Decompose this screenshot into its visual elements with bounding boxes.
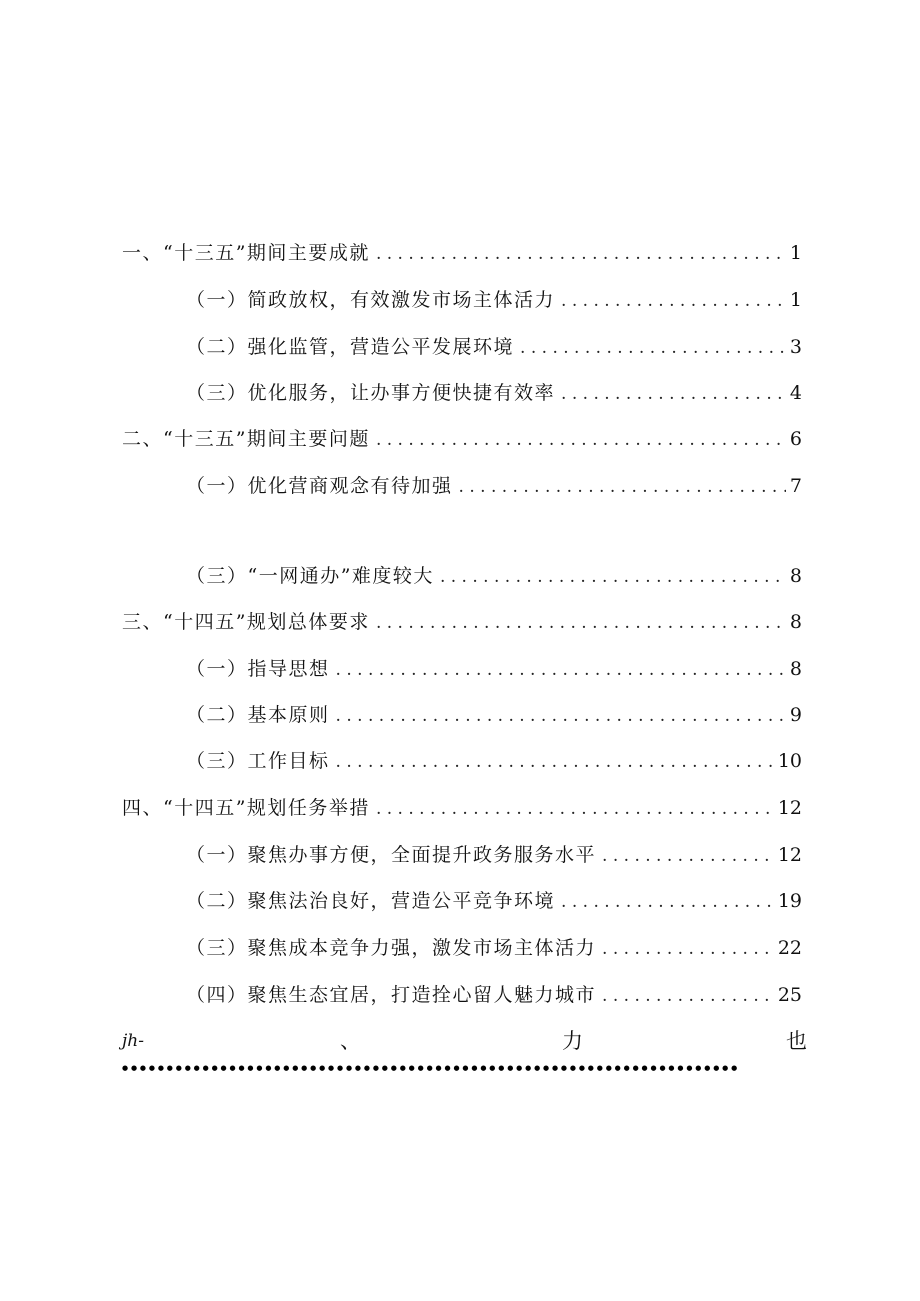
toc-entry-page: 10 [777,750,802,772]
toc-entry-title: （三）“一网通办”难度较大 [186,565,434,587]
toc-leader-dots [336,747,774,777]
toc-entry-page: 25 [777,984,802,1006]
toc-leader-dots [602,981,774,1011]
toc-entry-title: （二）基本原则 [186,704,330,726]
toc-entry-title: 三、“十四五”规划总体要求 [122,611,370,633]
toc-leader-dots [376,608,786,638]
garbled-toc-line [122,1024,806,1058]
toc-entry-page: 4 [789,382,802,404]
toc-entry-title: （一）优化营商观念有待加强 [186,475,453,497]
toc-leader-dots [561,887,774,917]
toc-leader-dots [336,655,786,685]
dotted-leader-rule [122,1058,806,1074]
toc-entry-section[interactable] [186,700,802,730]
toc-entry-page: 12 [777,844,802,866]
garbled-fragment: 力 [562,1029,583,1053]
toc-entry-section[interactable] [186,980,802,1010]
toc-leader-dots [602,934,774,964]
toc-entry-page: 22 [777,937,802,959]
toc-entry-page: 8 [789,611,802,633]
toc-entry-chapter-1[interactable] [122,238,802,268]
toc-entry-title: （三）优化服务，让办事方便快捷有效率 [186,382,556,404]
toc-leader-dots [561,286,786,316]
toc-entry-section[interactable] [186,332,802,362]
toc-entry-title: （二）强化监管，营造公平发展环境 [186,336,515,358]
toc-leader-dots [459,472,786,502]
toc-entry-title: 四、“十四五”规划任务举措 [122,797,370,819]
toc-entry-title: （一）指导思想 [186,658,330,680]
toc-entry-title: 二、“十三五”期间主要问题 [122,428,370,450]
toc-entry-section[interactable] [186,933,802,963]
toc-entry-section[interactable] [186,285,802,315]
toc-entry-title: 一、“十三五”期间主要成就 [122,242,370,264]
garbled-fragment: jh- [122,1031,144,1051]
toc-leader-dots [440,562,786,592]
toc-entry-section[interactable] [186,378,802,408]
toc-entry-page: 1 [789,242,802,264]
toc-leader-dots [561,379,786,409]
toc-entry-page: 3 [789,336,802,358]
toc-entry-page: 19 [777,890,802,912]
toc-entry-page: 8 [789,658,802,680]
garbled-fragment: 也 [786,1029,807,1053]
toc-entry-page: 12 [777,797,802,819]
toc-entry-chapter-2[interactable] [122,424,802,454]
toc-entry-title: （三）聚焦成本竞争力强，激发市场主体活力 [186,937,597,959]
toc-entry-page: 1 [789,289,802,311]
toc-entry-title: （一）聚焦办事方便，全面提升政务服务水平 [186,844,597,866]
toc-entry-title: （一）简政放权，有效激发市场主体活力 [186,289,556,311]
toc-entry-chapter-4[interactable] [122,793,802,823]
toc-entry-section[interactable] [186,561,802,591]
toc-entry-section[interactable] [186,654,802,684]
toc-entry-chapter-3[interactable] [122,607,802,637]
garbled-fragment: 、 [340,1029,361,1053]
toc-leader-dots [520,333,786,363]
toc-entry-page: 7 [789,475,802,497]
toc-entry-section[interactable] [186,886,802,916]
toc-entry-page: 8 [789,565,802,587]
toc-entry-page: 6 [789,428,802,450]
toc-entry-section[interactable] [186,746,802,776]
toc-entry-section[interactable] [186,840,802,870]
toc-entry-title: （三）工作目标 [186,750,330,772]
toc-entry-title: （四）聚焦生态宜居，打造拴心留人魅力城市 [186,984,597,1006]
toc-leader-dots [602,841,774,871]
toc-leader-dots [376,425,786,455]
toc-leader-dots [336,701,786,731]
toc-entry-page: 9 [789,704,802,726]
toc-leader-dots [376,239,786,269]
toc-entry-title: （二）聚焦法治良好，营造公平竞争环境 [186,890,556,912]
toc-entry-section[interactable] [186,471,802,501]
toc-leader-dots [376,794,774,824]
